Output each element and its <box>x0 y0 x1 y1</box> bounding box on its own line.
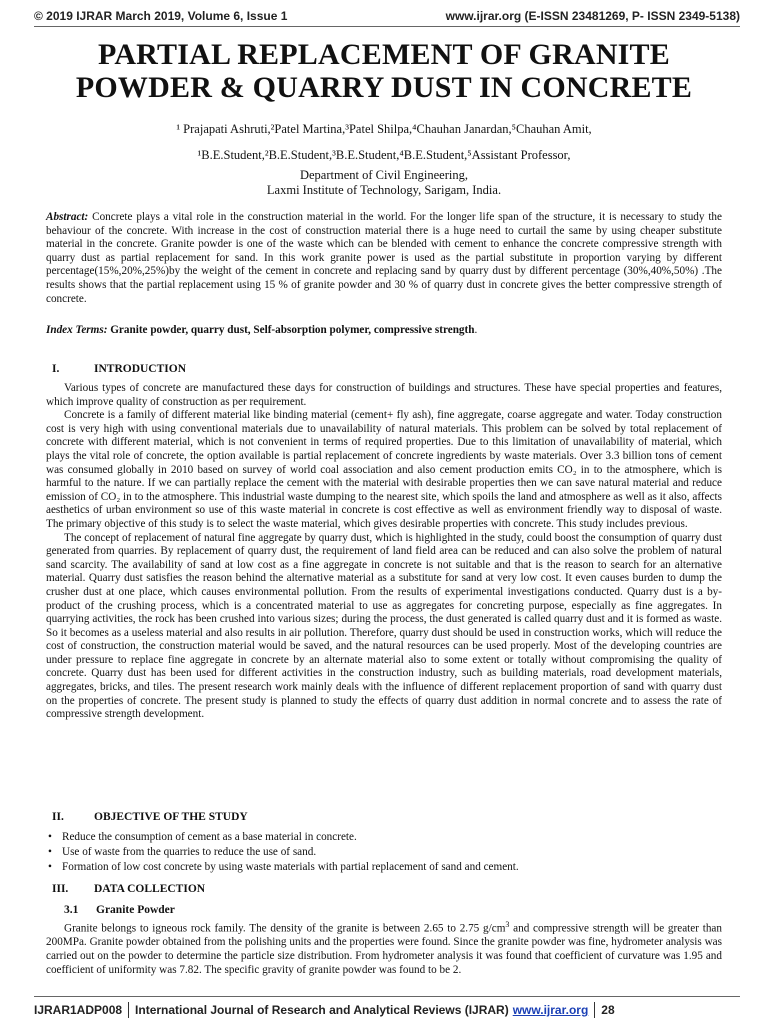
title-line-2: POWDER & QUARRY DUST IN CONCRETE <box>75 71 693 104</box>
granite-paragraph: Granite belongs to igneous rock family. The density of the granite is between 2.65 to 2.75 $g/cm^3$ and compressive strength will be greater than 200MPa. Granite powder obtained from the polishing units and the properties were found. Since the granite powder was fine, hydrometer analysis was carried out on the powder to determine the particle size distribution. From hydrometer analysis it was found that coefficient of curvature was 1.95 and coefficient of uniformity was 7.82. The specific gravity of granite powder was found to be 2. <box>46 920 722 976</box>
affiliation-institute: Laxmi Institute of Technology, Sarigam, India. <box>266 183 502 197</box>
header-issn: www.ijrar.org (E-ISSN 23481269, P- ISSN 2349-5138) <box>445 9 740 23</box>
author-list: ¹ Prajapati Ashruti,²Patel Martina,³Patel Shilpa,⁴Chauhan Janardan,⁵Chauhan Amit, <box>176 122 592 136</box>
list-item: • Formation of low cost concrete by using waste materials with partial replacement of sand and cement. <box>46 860 722 875</box>
subsection-title: Granite Powder <box>96 904 175 916</box>
index-terms-end: . <box>474 324 478 336</box>
page-header <box>34 9 740 23</box>
footer-website-link[interactable]: www.ijrar.org <box>512 1003 589 1017</box>
footer-paper-code: IJRAR1ADP008 <box>34 1003 123 1017</box>
intro-paragraph-1: Various types of concrete are manufactured these days for construction of buildings and structures. These have special properties and features, which improve quality of construction as per requirement. <box>46 382 722 408</box>
paper-title <box>30 38 738 104</box>
author-roles: ¹B.E.Student,²B.E.Student,³B.E.Student,⁴B.E.Student,⁵Assistant Professor, <box>197 148 571 162</box>
footer-separator <box>594 1002 595 1018</box>
index-terms <box>46 324 722 338</box>
affiliation-department: Department of Civil Engineering, <box>299 168 468 182</box>
intro-paragraph-3: The concept of replacement of natural fine aggregate by quarry dust, which is highlighted in the study, could boost the consumption of quarry dust generated from quarries. By replacement of quarry dust, the requirement of land field area can be reduced and can also solve the problem of natural sand scarcity. The availability of sand at low cost as a fine aggregate in concrete is not suitable and that is the reason to search for an alternative material. Quarry dust satisfies the reason behind the alternative material as a substitute for sand at very low cost. It even causes burden to dump the crusher dust at one place, which causes environmental pollution. From the results of experimental investigations conducted. Quarry dust is a by-product of the crushing process, which is a concentrated material to use as aggregates for concreting purpose, especially as fine aggregates. In quarrying activities, the rock has been crushed into various sizes; during the process, the dust generated is called quarry dust and it is formed as waste. So it becomes as a useless material and also results in air pollution. Therefore, quarry dust should be used in construction works, which will reduce the cost of construction, the construction material would be saved, and the natural resources can be used properly. Most of the developing countries are under pressure to replace fine aggregate in concrete by an alternate material also to some extent or totally without compromising the quality of concrete. Quarry dust has been used for different activities in the construction industry, such as building materials, road development materials, aggregates, bricks, and tiles. The present research work mainly deals with the influence of different replacement proportion of sand with quarry dust on the properties of concrete. The present study is planned to study the effects of quarry dust addition in normal concrete and to assess the rate of compressive strength development. <box>46 531 722 721</box>
list-item: • Reduce the consumption of cement as a base material in concrete. <box>46 830 722 845</box>
title-line-1: PARTIAL REPLACEMENT OF GRANITE <box>98 38 670 71</box>
intro-paragraph-2: Concrete is a family of different material like binding material (cement+ fly ash), fine aggregate, coarse aggregate and water. Today construction cost is very high with using conventional materials due to unavailability of natural materials. This problem can be solved by total replacement of concrete with different material, which is not convenient in terms of required properties. Due to this limitation of unavailability of material, which plays the vital role of concrete, the option available is partial replacement of concrete ingredients by waste materials. Over 3.3 billion tons of cement was consumed globally in 2010 based on survey of world coal association and also cement production emits CO₂ in to the atmosphere, which is harmful to the nature. If we can partially replace the cement with the material with desirable properties then we can save natural material and reduce emission of CO₂ in to the atmosphere. This industrial waste dumping to the nearest site, which spoils the land and atmosphere as well as it also, affects aesthetics of urban environment so use of this waste material in concrete is cost effective as well as environment friendly way to disposal of waste. The primary objective of this study is to select the waste material, which gives desirable properties with concrete. This study includes previous. <box>46 409 722 530</box>
footer-rule <box>34 996 740 997</box>
footer-page-number: 28 <box>601 1003 615 1017</box>
footer-journal-name: International Journal of Research and Analytical Reviews (IJRAR) <box>135 1003 509 1017</box>
list-item: • Use of waste from the quarries to reduce the use of sand. <box>46 845 722 860</box>
section-number: III. <box>52 883 69 895</box>
header-copyright: © 2019 IJRAR March 2019, Volume 6, Issue 1 <box>34 9 288 23</box>
subsection-number: 3.1 <box>64 904 79 916</box>
index-terms-label: Index Terms: <box>46 324 108 336</box>
section-title: DATA COLLECTION <box>94 883 206 895</box>
footer-separator <box>128 1002 129 1018</box>
abstract <box>46 211 722 306</box>
section-title: OBJECTIVE OF THE STUDY <box>94 811 248 823</box>
page-footer <box>34 1002 740 1018</box>
section-heading-data-collection <box>52 883 205 895</box>
subsection-heading-granite-powder <box>64 904 175 916</box>
section-number: II. <box>52 811 64 823</box>
header-rule <box>34 26 740 27</box>
introduction-body <box>46 382 722 722</box>
affiliation <box>0 168 768 198</box>
section-number: I. <box>52 363 60 375</box>
abstract-text: Concrete plays a vital role in the construction material in the world. For the longer life span of the structure, it is necessary to study the behaviour of the concrete. With increase in the cost of construction material there is a huge need to curtail the same by using cheaper substitute material in the concrete. Granite powder is one of the waste which can be blended with cement to enhance the concrete compressive strength with quarry dust as partial replacement for sand. In this work granite power is used as the partial substitute in proportion varying by different percentage(15%,20%,25%)by the weight of the cement in concrete and replacing sand by quarry dust by different percentage (30%,40%,50%) .The results shows that the partial replacement using 15 % of granite powder and 30 % of quarry dust in concrete gives the better compressive strength of concrete. <box>46 211 722 305</box>
abstract-label: Abstract: <box>46 211 89 223</box>
section-heading-objective <box>52 811 248 823</box>
section-title: INTRODUCTION <box>94 363 187 375</box>
section-heading-introduction <box>52 363 186 375</box>
index-terms-text: Granite powder, quarry dust, Self-absorption polymer, compressive strength <box>107 324 475 336</box>
objective-list <box>46 830 722 875</box>
granite-powder-body <box>46 918 722 977</box>
